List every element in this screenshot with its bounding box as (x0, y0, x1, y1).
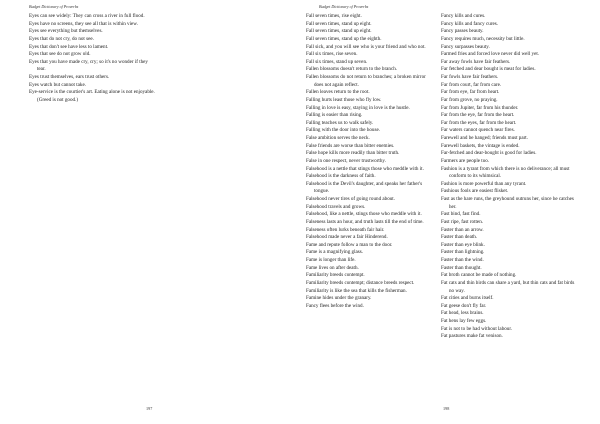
proverb-entry: Fast ripe, fast rotten. (441, 218, 484, 225)
proverb-entry: False in one respect, never trustworthy. (306, 157, 386, 164)
proverb-entry: Farewell baskets, the vintage is ended. (441, 142, 520, 149)
proverb-entry: False hope kills more readily than bitter truth. (306, 150, 400, 157)
proverb-entry: Falsehood is the darkness of faith. (306, 173, 376, 180)
proverb-entry: False ambition serves the neck. (306, 135, 370, 141)
proverb-entry: Eyes that you have made cry, cry; so it's no wonder if they tear. (29, 58, 148, 73)
proverb-entry: Familiarity breeds contempt. (306, 272, 365, 279)
proverb-entry: Far from court, far from care. (441, 81, 502, 88)
proverb-entry: Fast as the hare runs, the greyhound outruns her, since he catches her. (441, 196, 574, 210)
proverb-entry: Familiarity is like the sea that kills the fisherman. (306, 287, 407, 294)
proverb-entry: Fashion is more powerful than any tyrant. (441, 180, 527, 187)
proverb-entry: Fall seven times, stand up eight. (306, 20, 372, 27)
proverb-entry: Falsehood never tires of going round about. (306, 196, 395, 202)
proverb-entry: Falsehood is the Devil's daughter, and speaks her father's tongue. (306, 180, 423, 195)
proverb-entry: Far waters cannot quench near fires. (441, 127, 515, 134)
proverb-entry: Fame lives on after death. (306, 264, 359, 271)
proverb-entry: Fame is a magnifying glass. (306, 249, 364, 256)
proverb-entry: Far fowls have fair feathers. (441, 74, 499, 80)
proverb-entry: Fat cats and thin birds can share a yard, but thin cats and fat birds no way. (441, 279, 575, 294)
proverb-entry: Eyes that don't see have less to lament. (29, 43, 109, 50)
proverb-entry: Falseness lasts an hour, and truth lasts till the end of time. (306, 218, 424, 225)
proverb-entry: Falling with the door into the house. (306, 127, 380, 134)
proverb-entry: Fancy requires much, necessity but little. (441, 35, 525, 42)
proverb-entry: Fame is longer than life. (306, 257, 356, 263)
proverb-entry: Falsehood travels and grows. (306, 203, 366, 210)
proverb-entry: Eyes trust themselves, ears trust others. (29, 74, 110, 80)
proverb-column (441, 13, 579, 341)
proverb-entry: Falling is easier than rising. (306, 112, 363, 119)
proverb-entry: Fat pastures make fat venison. (441, 333, 503, 340)
proverb-entry: Fancy surpasses beauty. (441, 43, 490, 50)
proverb-entry: Faster than death. (441, 234, 478, 241)
proverb-entry: Faster than thought. (441, 264, 482, 271)
proverb-entry: False friends are worse than bitter enemies. (306, 142, 395, 149)
proverb-entry: Fancy kills and fancy cures. (441, 20, 499, 27)
proverb-entry: Eye-service is the courtier's art. Eating alone is not enjoyable. (Greed is not good.) (29, 89, 155, 103)
proverb-entry: Fat is not to be had without labour. (441, 325, 513, 332)
proverb-entry: Fat broth cannot be made of nothing. (441, 272, 517, 279)
proverb-entry: Farmed fries and forced love never did well yet. (441, 51, 540, 58)
proverb-entry: Far from eye, far from heart. (441, 89, 500, 96)
proverb-entry: Famine hides under the granary. (306, 295, 372, 302)
running-header: Budget Dictionary of Proverbs (319, 4, 369, 9)
proverb-entry: Fall sick, and you will see who is your friend and who not. (306, 43, 426, 50)
proverb-entry: Eyes have no screens, they see all that is within view. (29, 20, 138, 27)
proverb-entry: Eyes see everything but themselves. (29, 28, 103, 35)
proverb-entry: Far away fowls have fair feathers. (441, 58, 511, 65)
proverb-entry: Fall seven times, rise eight. (306, 13, 362, 19)
proverb-column (29, 13, 157, 105)
proverb-entry: Falsehood, like a nettle, stings those who meddle with it. (306, 211, 422, 218)
proverb-entry: Fall six times, rise seven. (306, 51, 358, 58)
proverb-entry: Far from the eye, far from the heart. (441, 112, 515, 119)
proverb-entry: Faster than lightning. (441, 249, 485, 256)
proverb-entry: Far from grove, no praying. (441, 96, 498, 103)
proverb-entry: Eyes that do not cry, do not see. (29, 35, 94, 42)
proverb-entry: Fat head, less brains. (441, 310, 484, 317)
proverb-entry: Falsehood is a nettle that stings those who meddle with it. (306, 165, 424, 172)
proverb-entry: Fall six times, stand up seven. (306, 58, 368, 65)
proverb-entry: Falling in love is easy, staying in love is the hustle. (306, 104, 410, 111)
proverb-entry: Far from the eyes, far from the heart. (441, 119, 517, 126)
proverb-entry: Far fetched and dear bought is meat for ladies. (441, 66, 536, 73)
proverb-entry: Falling hurts least those who fly low. (306, 96, 382, 103)
proverb-entry: Fat geese don't fly far. (441, 302, 487, 309)
proverb-entry: Far from Jupiter, far from his thunder. (441, 104, 519, 111)
proverb-entry: Fallen blossoms do not return to branches; a broken mirror does not again reflect. (306, 74, 426, 88)
proverb-entry: Fancy passes beauty. (441, 28, 484, 35)
proverb-entry: Faster than eye blink. (441, 241, 485, 248)
proverb-entry: Fall seven times, stand up the eighth. (306, 35, 382, 42)
right-page (300, 0, 600, 424)
proverb-entry: Fall seven times, stand up eight. (306, 28, 372, 35)
proverb-entry: Fast bind, fast find. (441, 211, 481, 218)
proverb-entry: Fashion is a tyrant from which there is no deliverance; all must conform to its whimsical. (441, 165, 570, 180)
proverb-entry: Fashious fools are easiest flisket. (441, 188, 509, 195)
running-header: Budget Dictionary of Proverbs (29, 4, 79, 9)
proverb-entry: Fancy flees before the wind. (306, 302, 364, 309)
proverb-entry: Faster than an arrow. (441, 226, 484, 233)
proverb-entry: Falseness often lurks beneath fair hair. (306, 226, 385, 233)
proverb-entry: Fancy kills and cures. (441, 13, 486, 19)
page-number: 197 (146, 406, 153, 411)
proverb-entry: Farewell and be hanged; friends must part. (441, 135, 528, 141)
proverb-entry: Eyes can see widely: They can cross a river in full flood. (29, 13, 145, 19)
page-number: 198 (443, 406, 450, 411)
proverb-entry: Faster than the wind. (441, 257, 484, 263)
proverb-entry: Fat cities and burns itself. (441, 295, 494, 302)
proverb-column (306, 13, 434, 310)
proverb-entry: Familiarity breeds contempt; distance breeds respect. (306, 279, 415, 286)
proverb-entry: Fallen leaves return to the root. (306, 89, 370, 96)
proverb-entry: Falsehood made never a fair Hinderend. (306, 234, 388, 241)
proverb-entry: Falling teaches us to walk safely. (306, 119, 374, 126)
proverb-entry: Eyes that see do not grow old. (29, 51, 91, 58)
proverb-entry: Far-fetched and dear-bought is good for ladies. (441, 150, 537, 157)
proverb-entry: Fame and repute follow a man to the door. (306, 241, 393, 248)
proverb-entry: Farmers are people too. (441, 157, 490, 164)
proverb-entry: Eyes watch but cannot take. (29, 81, 87, 88)
proverb-entry: Fallen blossoms doesn't return to the branch. (306, 66, 398, 73)
proverb-entry: Fat hens lay few eggs. (441, 318, 487, 324)
